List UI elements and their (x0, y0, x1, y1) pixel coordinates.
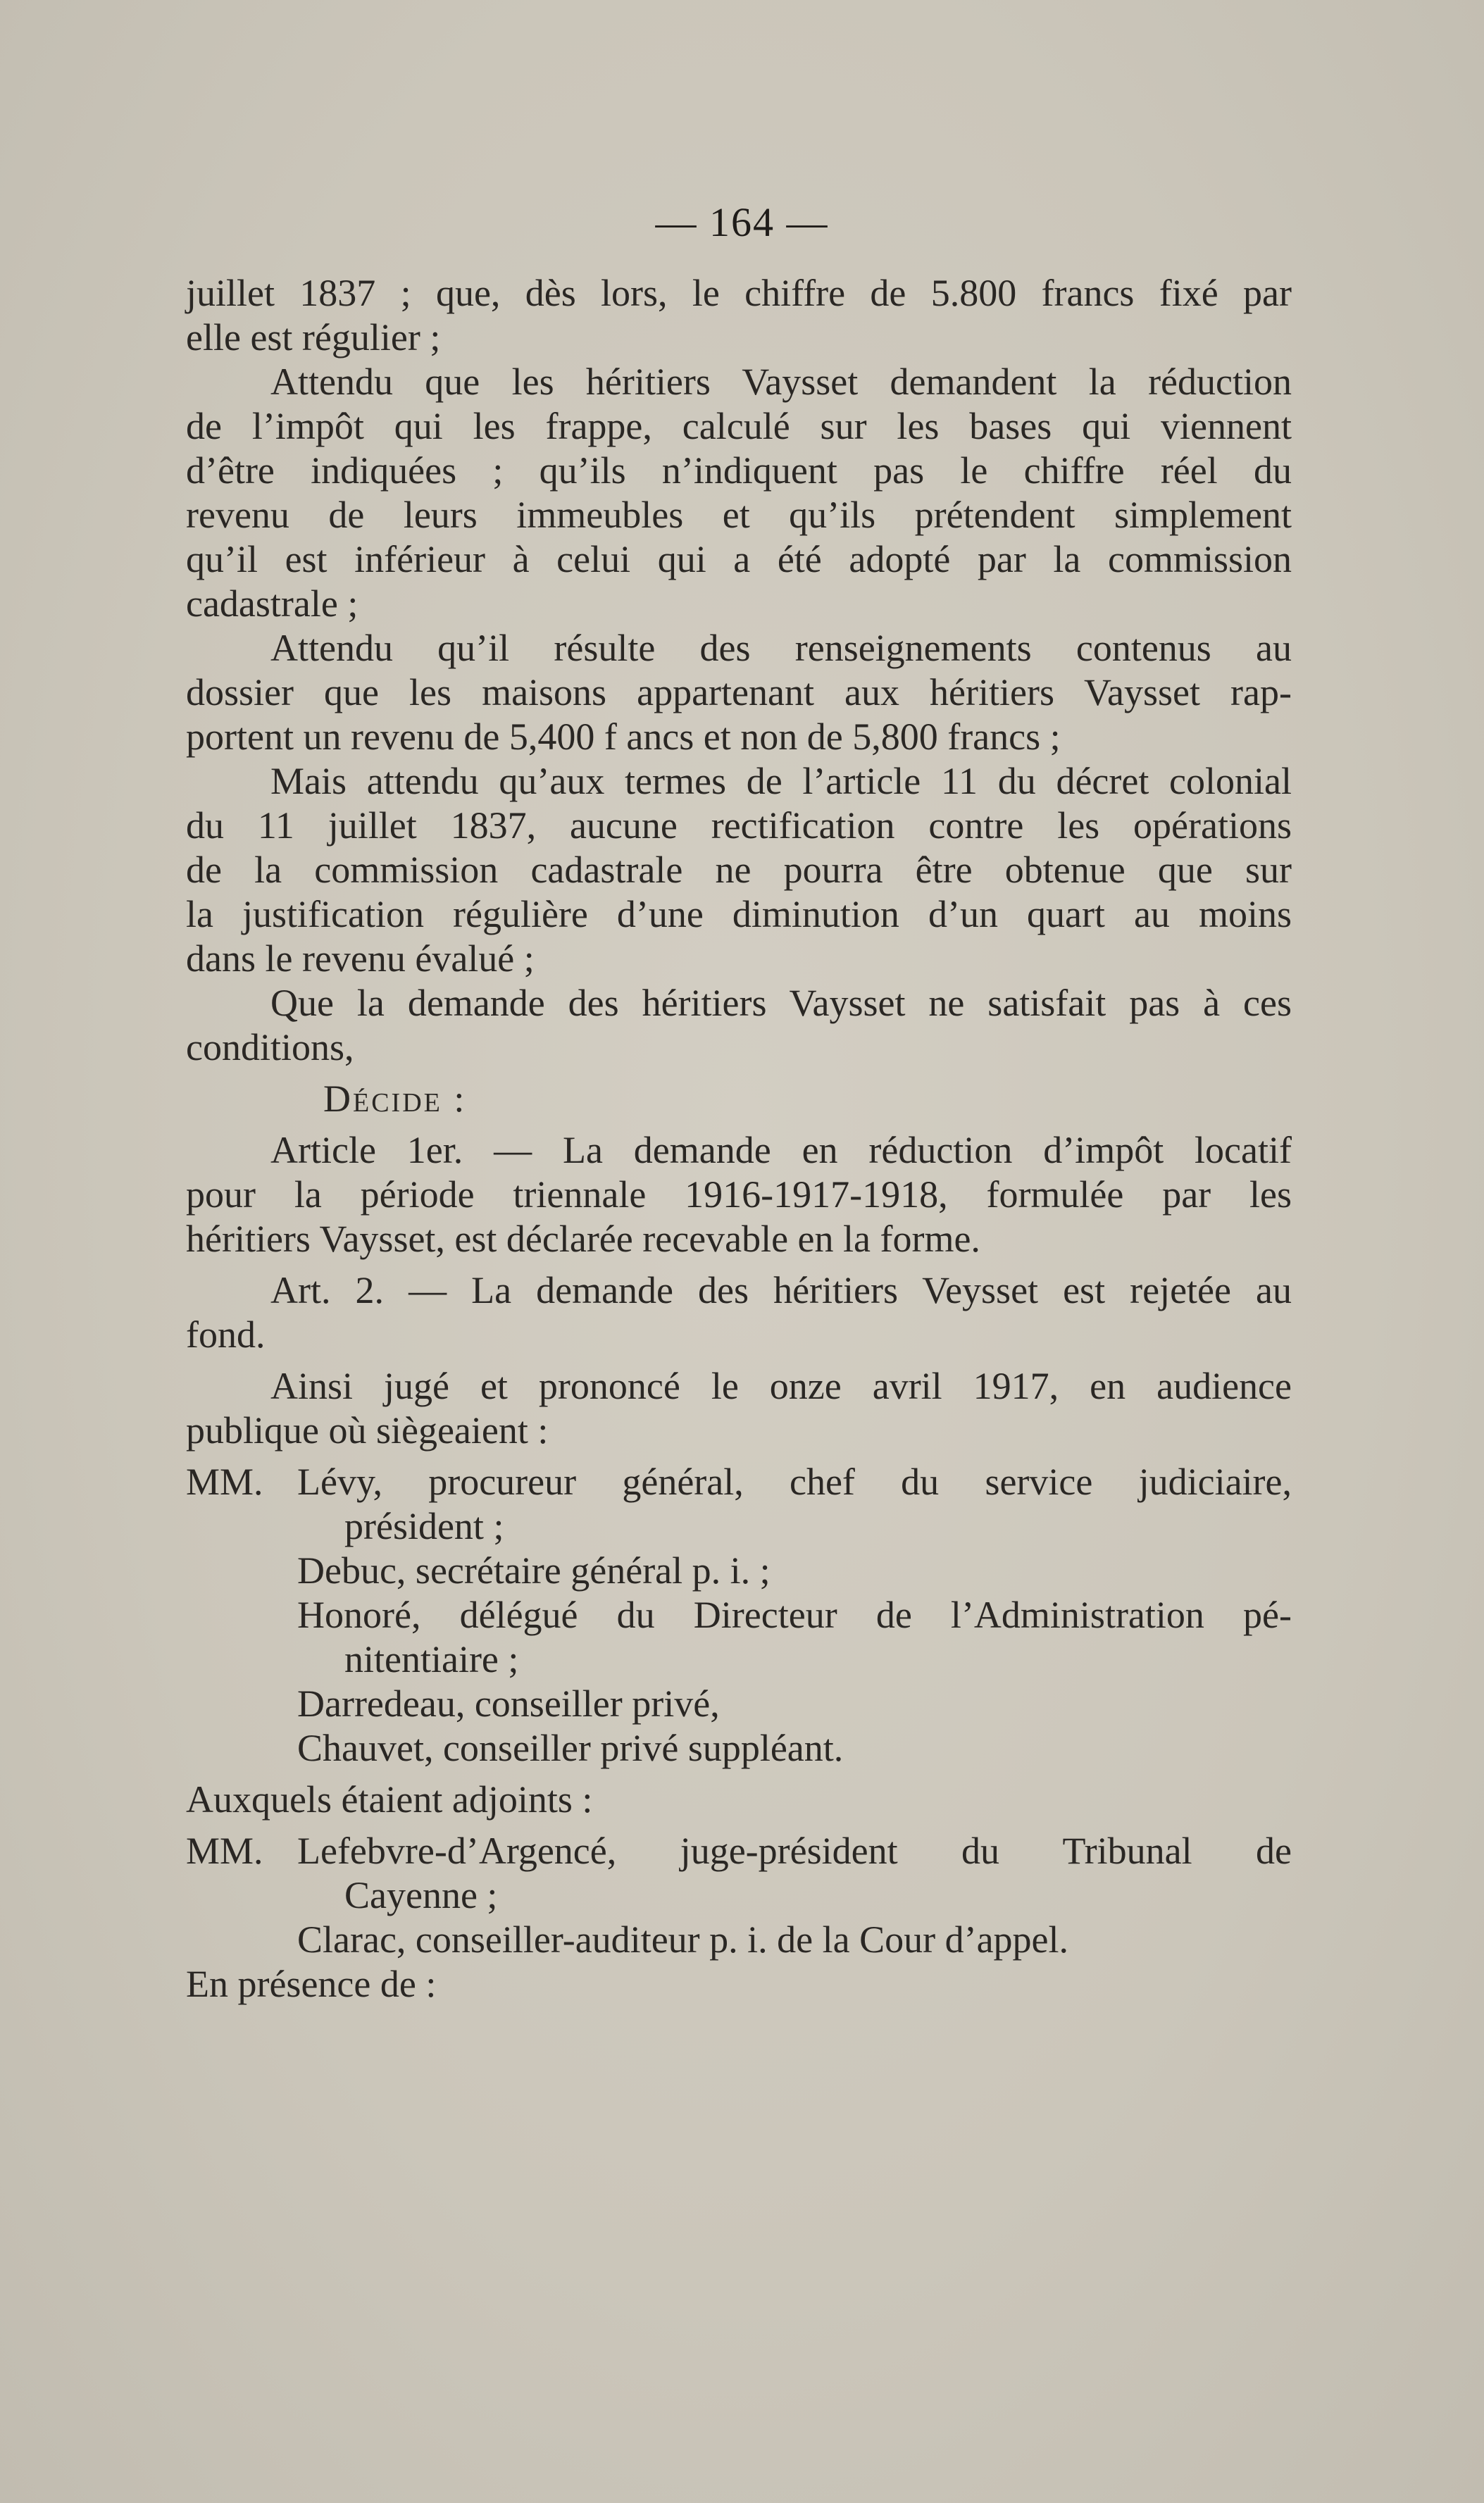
member-row (186, 1460, 1292, 1504)
text-line: conditions, (186, 1026, 354, 1068)
adjoints-prefix: MM. (186, 1830, 263, 1872)
page-number: — 164 — (655, 199, 829, 245)
text-line: fond. (186, 1313, 266, 1356)
text-line: pour la période triennale 1916-1917-1918, formulée par les (186, 1173, 1292, 1216)
spacer (186, 1261, 1292, 1268)
text-line: dossier que les maisons appartenant aux héritiers Vaysset rap- (186, 671, 1292, 713)
member-line: Honoré, délégué du Directeur de l’Administration pé- (297, 1594, 1292, 1636)
text-line: Attendu qu’il résulte des renseignements contenus au (270, 627, 1292, 669)
member-line: Lévy, procureur général, chef du service judiciaire, (297, 1461, 1292, 1503)
members-prefix: MM. (186, 1461, 263, 1503)
member-line: Chauvet, conseiller privé suppléant. (297, 1727, 844, 1769)
text-line: de la commission cadastrale ne pourra être obtenue que sur (186, 849, 1292, 891)
closing-line: En présence de : (186, 1963, 437, 2005)
spacer (186, 1121, 1292, 1128)
body-text (186, 271, 1292, 2006)
text-line: Mais attendu qu’aux termes de l’article 11 du décret colonial (270, 760, 1292, 802)
text-line: de l’impôt qui les frappe, calculé sur les bases qui viennent (186, 405, 1292, 447)
text-line: qu’il est inférieur à celui qui a été adopté par la commission (186, 538, 1292, 580)
text-line: publique où siègeaient : (186, 1409, 549, 1452)
text-line: elle est régulier ; (186, 316, 441, 358)
spacer (186, 1822, 1292, 1829)
text-line: héritiers Vaysset, est déclarée recevable en la forme. (186, 1218, 980, 1260)
member-line: Darredeau, conseiller privé, (297, 1683, 720, 1725)
text-line: Art. 2. — La demande des héritiers Veysset est rejetée au (270, 1269, 1292, 1311)
adjoint-row (186, 1829, 1292, 1873)
text-line: du 11 juillet 1837, aucune rectification contre les opérations (186, 804, 1292, 847)
spacer (186, 1453, 1292, 1460)
text-line: revenu de leurs immeubles et qu’ils prétendent simplement (186, 494, 1292, 536)
member-line-cont: nitentiaire ; (344, 1638, 519, 1680)
spacer (186, 1771, 1292, 1778)
adjoint-line: Clarac, conseiller-auditeur p. i. de la Cour d’appel. (297, 1918, 1069, 1961)
decision-heading: Décide : (323, 1078, 467, 1120)
text-line: la justification régulière d’une diminution d’un quart au moins (186, 893, 1292, 935)
text-line: Que la demande des héritiers Vaysset ne satisfait pas à ces (270, 982, 1292, 1024)
spacer (186, 1357, 1292, 1364)
adjoint-line-cont: Cayenne ; (344, 1874, 498, 1916)
text-line: cadastrale ; (186, 582, 358, 625)
member-line-cont: président ; (344, 1505, 504, 1547)
text-line: d’être indiquées ; qu’ils n’indiquent pas le chiffre réel du (186, 449, 1292, 492)
spacer (186, 1070, 1292, 1077)
adjoint-line: Lefebvre-d’Argencé, juge-président du Tribunal de (297, 1830, 1292, 1872)
text-line: portent un revenu de 5,400 f ancs et non de 5,800 francs ; (186, 716, 1061, 758)
text-line: Attendu que les héritiers Vaysset demandent la réduction (270, 361, 1292, 403)
text-line: juillet 1837 ; que, dès lors, le chiffre de 5.800 francs fixé par (186, 272, 1292, 314)
text-line: Ainsi jugé et prononcé le onze avril 1917, en audience (270, 1365, 1292, 1407)
text-line: dans le revenu évalué ; (186, 937, 535, 980)
adjoints-intro: Auxquels étaient adjoints : (186, 1778, 593, 1821)
text-line: Article 1er. — La demande en réduction d’impôt locatif (270, 1129, 1292, 1171)
member-line: Debuc, secrétaire général p. i. ; (297, 1549, 771, 1592)
